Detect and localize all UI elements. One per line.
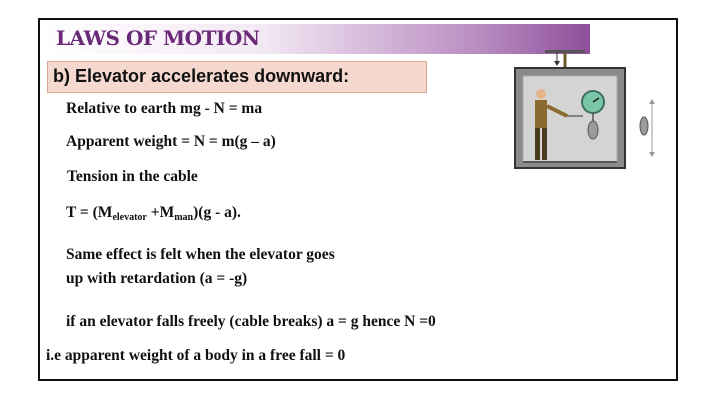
apparent-weight-equation: Apparent weight = N = m(g – a)	[66, 133, 276, 150]
same-effect-line-1: Same effect is felt when the elevator goes	[66, 246, 335, 263]
ie-line: i.e apparent weight of a body in a free fall = 0	[46, 347, 346, 364]
elevator-illustration	[505, 50, 670, 170]
slide-title: LAWS OF MOTION	[56, 26, 260, 50]
free-fall-line: if an elevator falls freely (cable breaks) a = g hence N =0	[66, 313, 436, 330]
subtitle: b) Elevator accelerates downward:	[53, 66, 350, 86]
tension-prefix: T = (M	[66, 204, 113, 221]
tension-sub-elevator: elevator	[112, 212, 147, 223]
tension-mid: +M	[146, 204, 175, 221]
tension-suffix: )(g - a).	[193, 204, 241, 221]
tension-equation	[66, 204, 241, 223]
tension-label: Tension in the cable	[67, 168, 198, 185]
relative-equation: Relative to earth mg - N = ma	[66, 100, 263, 117]
same-effect-line-2: up with retardation (a = -g)	[66, 270, 248, 287]
tension-sub-man: man	[174, 212, 194, 223]
